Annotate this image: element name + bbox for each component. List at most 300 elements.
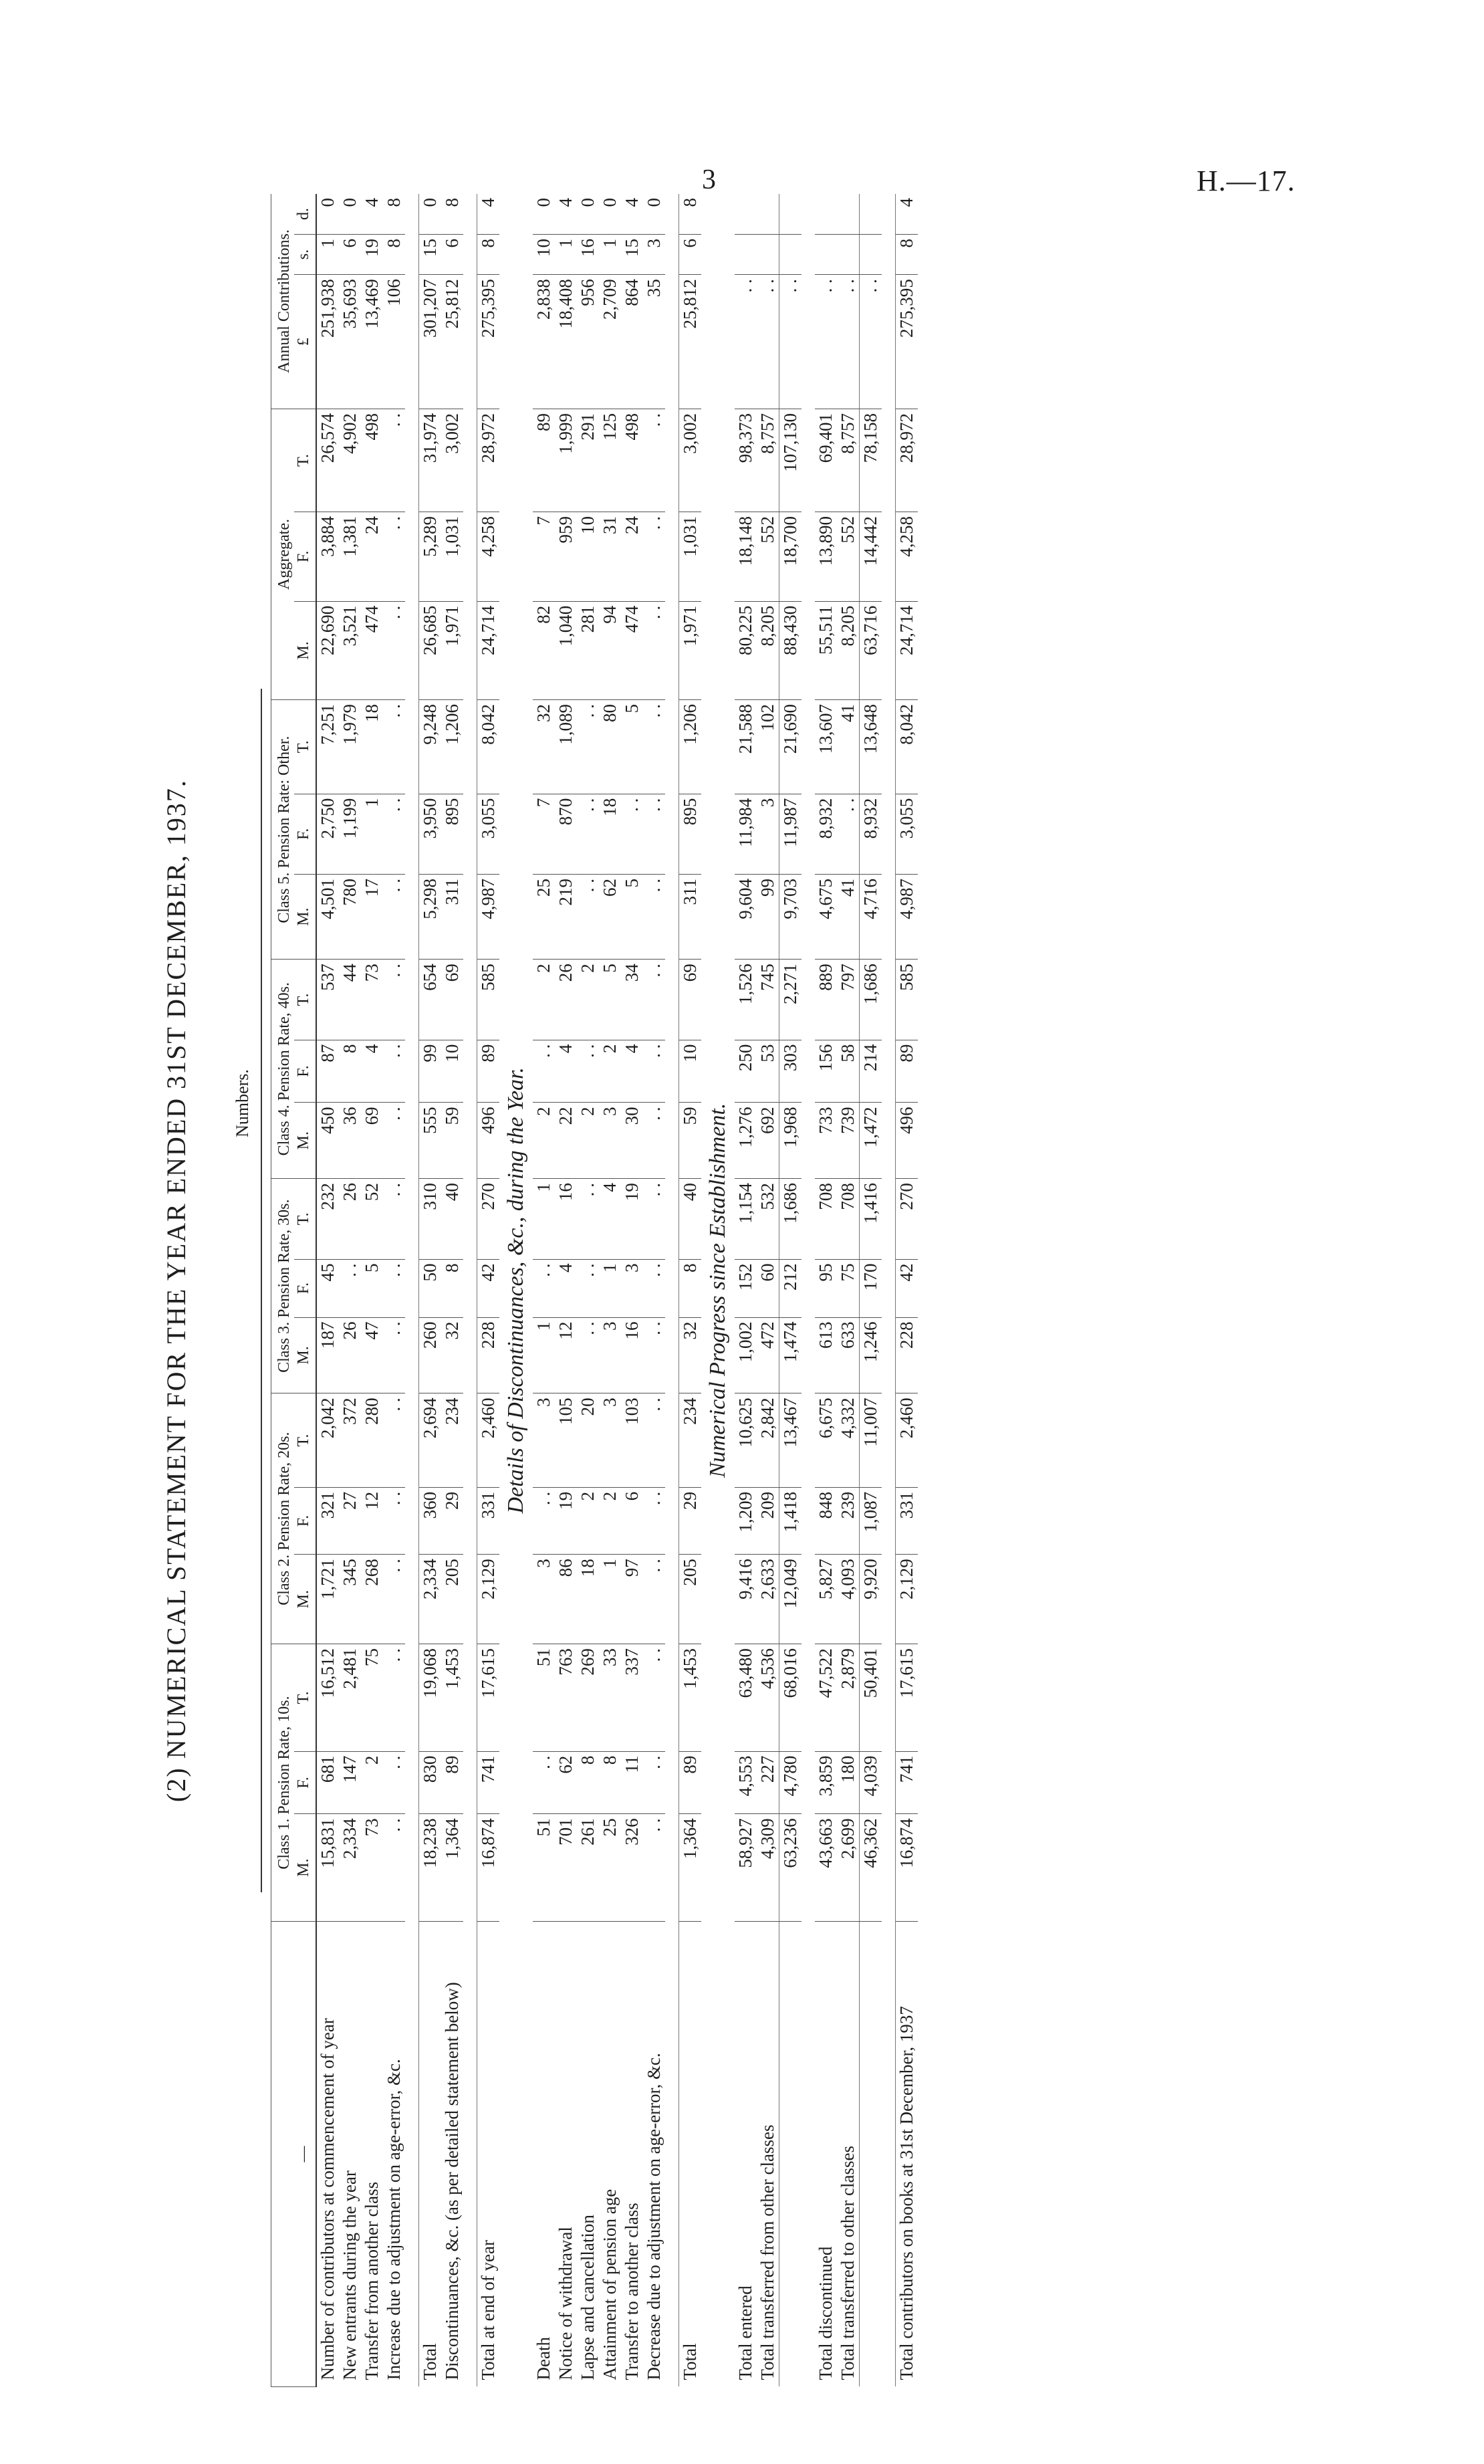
table-cell: . . <box>643 960 665 1040</box>
table-cell: 275,395 <box>896 275 918 409</box>
table-cell: 8,205 <box>837 601 860 699</box>
table-cell: 105 <box>555 1393 577 1488</box>
table-row <box>441 194 463 2387</box>
row-label <box>860 1921 882 2386</box>
table-cell: 40 <box>679 1179 702 1259</box>
spacer-row <box>801 194 815 2387</box>
table-cell: 5 <box>599 960 621 1040</box>
table-cell: 4,309 <box>757 1814 779 1922</box>
table-cell: 8 <box>679 1259 702 1317</box>
table-cell: 26 <box>339 1179 361 1259</box>
table-cell: 2 <box>599 1487 621 1554</box>
female-subheader: F. <box>294 512 316 601</box>
table-cell: 32 <box>533 700 555 794</box>
table-cell: 13,469 <box>361 275 383 409</box>
table-cell: 4,258 <box>896 512 918 601</box>
table-cell: 2,838 <box>533 275 555 409</box>
table-cell: 2,460 <box>896 1393 918 1488</box>
table-cell: 25 <box>533 875 555 960</box>
table-cell: 1,686 <box>779 1179 802 1259</box>
table-cell: 25 <box>599 1814 621 1922</box>
table-cell: 311 <box>441 875 463 960</box>
total-subheader: T. <box>294 700 316 794</box>
table-cell: . . <box>643 1103 665 1179</box>
table-cell: 0 <box>316 194 339 234</box>
table-cell: . . <box>383 1814 405 1922</box>
table-cell: . . <box>577 1259 599 1317</box>
table-cell: 3,521 <box>339 601 361 699</box>
table-cell: 260 <box>419 1317 442 1393</box>
table-cell: 733 <box>815 1103 837 1179</box>
table-cell: . . <box>577 1040 599 1103</box>
spacer-row <box>405 194 419 2387</box>
table-cell: 6,675 <box>815 1393 837 1488</box>
male-subheader: M. <box>294 1555 316 1644</box>
table-cell: 4,332 <box>837 1393 860 1488</box>
table-cell: 8,205 <box>757 601 779 699</box>
table-cell: 31,974 <box>419 409 442 512</box>
shillings-subheader: s. <box>294 234 316 274</box>
table-cell: 3,055 <box>477 794 500 874</box>
table-cell: 2 <box>533 960 555 1040</box>
table-cell: 2,750 <box>316 794 339 874</box>
table-cell: 4,675 <box>815 875 837 960</box>
table-row <box>757 194 779 2387</box>
table-cell: 50 <box>419 1259 442 1317</box>
table-cell: 11 <box>621 1751 643 1814</box>
table-cell: 2,129 <box>896 1555 918 1644</box>
table-cell: 16,874 <box>477 1814 500 1922</box>
table-cell: 227 <box>757 1751 779 1814</box>
table-cell: 1,971 <box>679 601 702 699</box>
table-cell: 1,453 <box>441 1644 463 1752</box>
table-cell: . . <box>383 1259 405 1317</box>
table-cell: 8 <box>896 234 918 274</box>
table-cell: . . <box>383 1555 405 1644</box>
table-cell: 239 <box>837 1487 860 1554</box>
table-cell: 585 <box>896 960 918 1040</box>
table-cell: 8,757 <box>837 409 860 512</box>
table-cell: 251,938 <box>316 275 339 409</box>
table-cell: 21,690 <box>779 700 802 794</box>
table-cell: 6 <box>441 234 463 274</box>
subheader-row <box>294 194 316 2387</box>
table-cell: 8 <box>383 194 405 234</box>
spacer-cell <box>665 194 679 2387</box>
table-cell: . . <box>837 794 860 874</box>
table-cell: 10 <box>679 1040 702 1103</box>
table-cell: 11,007 <box>860 1393 882 1488</box>
table-cell: 19 <box>621 1179 643 1259</box>
table-cell: 97 <box>621 1555 643 1644</box>
table-cell: 0 <box>419 194 442 234</box>
table-cell: 40 <box>441 1179 463 1259</box>
row-label: Transfer to another class <box>622 2203 642 2380</box>
table-cell: 4,553 <box>735 1751 757 1814</box>
table-cell: 5,827 <box>815 1555 837 1644</box>
row-label: Lapse and cancellation <box>578 2215 598 2380</box>
table-cell: . . <box>383 409 405 512</box>
table-cell: 1 <box>555 234 577 274</box>
table-cell: 1,206 <box>441 700 463 794</box>
table-cell: 10 <box>441 1040 463 1103</box>
table-cell: 19,068 <box>419 1644 442 1752</box>
table-cell: 1 <box>599 1259 621 1317</box>
table-cell: 17,615 <box>477 1644 500 1752</box>
male-subheader: M. <box>294 1317 316 1393</box>
row-label: Total contributors on books at 31st December, 1937 <box>896 1921 918 2386</box>
table-row <box>815 194 837 2387</box>
table-cell: 9,703 <box>779 875 802 960</box>
table-cell: 8,042 <box>896 700 918 794</box>
table-cell: 12,049 <box>779 1555 802 1644</box>
table-cell: 450 <box>316 1103 339 1179</box>
table-cell: 10,625 <box>735 1393 757 1488</box>
table-cell: 269 <box>577 1644 599 1752</box>
table-cell: 2,699 <box>837 1814 860 1922</box>
table-cell: 1,453 <box>679 1644 702 1752</box>
table-cell: 681 <box>316 1751 339 1814</box>
table-cell: 3,002 <box>441 409 463 512</box>
table-cell: 18,408 <box>555 275 577 409</box>
class-2-header: Class 2. Pension Rate, 20s. <box>271 1393 295 1644</box>
table-cell: 13,648 <box>860 700 882 794</box>
table-cell: 1,002 <box>735 1317 757 1393</box>
table-cell: 268 <box>361 1555 383 1644</box>
title-prefix: (2) N <box>161 1738 191 1802</box>
table-row <box>339 194 361 2387</box>
table-cell: 55,511 <box>815 601 837 699</box>
table-cell: 80 <box>599 700 621 794</box>
male-subheader: M. <box>294 1814 316 1922</box>
table-cell: 26,574 <box>316 409 339 512</box>
table-cell: 18 <box>599 794 621 874</box>
table-cell: 1,416 <box>860 1179 882 1259</box>
table-cell: 52 <box>361 1179 383 1259</box>
table-cell: 69,401 <box>815 409 837 512</box>
table-cell: . . <box>815 275 837 409</box>
total-subheader: T. <box>294 1644 316 1752</box>
table-cell: 47,522 <box>815 1644 837 1752</box>
table-cell: 42 <box>896 1259 918 1317</box>
table-cell: 152 <box>735 1259 757 1317</box>
table-cell: 1,474 <box>779 1317 802 1393</box>
total-subheader: T. <box>294 960 316 1040</box>
table-cell: 87 <box>316 1040 339 1103</box>
table-cell: 1,472 <box>860 1103 882 1179</box>
table-cell: . . <box>383 1487 405 1554</box>
table-cell: 270 <box>896 1179 918 1259</box>
pounds-subheader: £ <box>294 275 316 409</box>
table-cell: 4 <box>621 1040 643 1103</box>
pence-subheader: d. <box>294 194 316 234</box>
table-cell: 474 <box>621 601 643 699</box>
table-cell: 2,709 <box>599 275 621 409</box>
table-cell: 331 <box>477 1487 500 1554</box>
table-cell: 2,633 <box>757 1555 779 1644</box>
table-cell: 46,362 <box>860 1814 882 1922</box>
table-cell: 337 <box>621 1644 643 1752</box>
table-cell: 8 <box>339 1040 361 1103</box>
table-cell: 228 <box>477 1317 500 1393</box>
table-cell: 613 <box>815 1317 837 1393</box>
table-cell: 228 <box>896 1317 918 1393</box>
table-cell: 301,207 <box>419 275 442 409</box>
table-cell: 68,016 <box>779 1644 802 1752</box>
male-subheader: M. <box>294 1103 316 1179</box>
table-cell: 5,289 <box>419 512 442 601</box>
table-cell: 24,714 <box>477 601 500 699</box>
table-row <box>419 194 442 2387</box>
table-cell: 1 <box>533 1317 555 1393</box>
table-cell: 7 <box>533 794 555 874</box>
table-cell: 187 <box>316 1317 339 1393</box>
total-subheader: T. <box>294 409 316 512</box>
table-cell: 2,481 <box>339 1644 361 1752</box>
table-cell: 94 <box>599 601 621 699</box>
table-cell: . . <box>577 700 599 794</box>
table-cell: 45 <box>316 1259 339 1317</box>
table-cell: 69 <box>441 960 463 1040</box>
table-cell: . . <box>383 1103 405 1179</box>
table-row <box>679 194 702 2387</box>
table-cell: 310 <box>419 1179 442 1259</box>
spacer-row <box>463 194 477 2387</box>
table-cell: 89 <box>477 1040 500 1103</box>
table-cell: . . <box>383 1644 405 1752</box>
table-cell: 209 <box>757 1487 779 1554</box>
table-cell: 41 <box>837 700 860 794</box>
table-cell: 739 <box>837 1103 860 1179</box>
table-cell: 2 <box>577 1487 599 1554</box>
table-cell: 532 <box>757 1179 779 1259</box>
table-cell: 35,693 <box>339 275 361 409</box>
table-cell <box>779 234 802 274</box>
table-cell: 3 <box>599 1317 621 1393</box>
table-cell: 7,251 <box>316 700 339 794</box>
table-cell: 3 <box>533 1555 555 1644</box>
numbers-rule <box>261 689 262 1892</box>
table-cell: 5 <box>621 875 643 960</box>
table-cell: 848 <box>815 1487 837 1554</box>
table-cell: 4,258 <box>477 512 500 601</box>
table-cell <box>735 234 757 274</box>
table-cell: . . <box>643 1751 665 1814</box>
row-label: Total <box>419 1921 442 2386</box>
table-cell <box>757 234 779 274</box>
table-cell: . . <box>383 875 405 960</box>
table-cell: 42 <box>477 1259 500 1317</box>
table-cell: 88,430 <box>779 601 802 699</box>
table-cell: 1,364 <box>679 1814 702 1922</box>
table-cell: 692 <box>757 1103 779 1179</box>
table-cell: 106 <box>383 275 405 409</box>
spacer-cell <box>463 194 477 2387</box>
table-cell: . . <box>643 1555 665 1644</box>
table-cell: 18,238 <box>419 1814 442 1922</box>
table-cell: 205 <box>441 1555 463 1644</box>
row-label: Decrease due to adjustment on age-error, &c. <box>644 2053 664 2380</box>
row-label: Total transferred to other classes <box>838 2146 858 2380</box>
table-cell: 75 <box>361 1644 383 1752</box>
table-cell: 8 <box>577 1751 599 1814</box>
table-cell: 2,460 <box>477 1393 500 1488</box>
table-cell <box>815 194 837 234</box>
table-cell: 25,812 <box>441 275 463 409</box>
table-cell: 4,987 <box>896 875 918 960</box>
table-cell: 8 <box>441 1259 463 1317</box>
table-cell: 17 <box>361 875 383 960</box>
table-cell: 22,690 <box>316 601 339 699</box>
table-cell: . . <box>533 1751 555 1814</box>
table-cell: 2,842 <box>757 1393 779 1488</box>
table-cell: 73 <box>361 1814 383 1922</box>
table-cell: 4,501 <box>316 875 339 960</box>
aggregate-header: Aggregate. <box>271 409 295 699</box>
table-cell: 9,604 <box>735 875 757 960</box>
table-cell: 3,950 <box>419 794 442 874</box>
table-cell: 3 <box>533 1393 555 1488</box>
table-cell: 326 <box>621 1814 643 1922</box>
table-row <box>555 194 577 2387</box>
table-cell: 797 <box>837 960 860 1040</box>
class-4-header: Class 4. Pension Rate, 40s. <box>271 960 295 1179</box>
class-3-header: Class 3. Pension Rate, 30s. <box>271 1179 295 1393</box>
table-cell: 4 <box>477 194 500 234</box>
row-label <box>779 1921 802 2386</box>
table-cell: . . <box>643 1040 665 1103</box>
table-row <box>643 194 665 2387</box>
table-cell: 58 <box>837 1040 860 1103</box>
table-cell: 170 <box>860 1259 882 1317</box>
table-cell: 2,129 <box>477 1555 500 1644</box>
table-cell: 5 <box>621 700 643 794</box>
table-row <box>533 194 555 2387</box>
table-cell: 15 <box>621 234 643 274</box>
table-cell: 26 <box>339 1317 361 1393</box>
table-cell: 280 <box>361 1393 383 1488</box>
main-rows <box>316 194 499 2387</box>
table-cell: 18,148 <box>735 512 757 601</box>
table-cell: 1 <box>533 1179 555 1259</box>
row-label: Death <box>533 2337 554 2380</box>
table-cell: 26,685 <box>419 601 442 699</box>
table-cell: 13,607 <box>815 700 837 794</box>
table-cell: 654 <box>419 960 442 1040</box>
table-cell: 4 <box>555 194 577 234</box>
table-cell: 10 <box>577 512 599 601</box>
table-cell: 4 <box>896 194 918 234</box>
title-rest: UMERICAL STATEMENT FOR THE YEAR ENDED 31ST DECEMBER, 1937. <box>161 779 191 1739</box>
table-cell: . . <box>383 1179 405 1259</box>
table-cell: 1,999 <box>555 409 577 512</box>
table-cell: . . <box>383 601 405 699</box>
table-cell: 4 <box>361 1040 383 1103</box>
table-row <box>361 194 383 2387</box>
table-cell: 63,480 <box>735 1644 757 1752</box>
table-cell: 0 <box>577 194 599 234</box>
table-cell: 0 <box>339 194 361 234</box>
row-label: Total at end of year <box>477 1921 500 2386</box>
table-cell: 80,225 <box>735 601 757 699</box>
table-cell: 62 <box>599 875 621 960</box>
table-cell: 63,236 <box>779 1814 802 1922</box>
table-cell: 18 <box>577 1555 599 1644</box>
table-cell: 8 <box>477 234 500 274</box>
table-cell: 552 <box>757 512 779 601</box>
table-cell: 1,040 <box>555 601 577 699</box>
table-cell: 12 <box>555 1317 577 1393</box>
table-cell: 2 <box>361 1751 383 1814</box>
table-cell: 32 <box>441 1317 463 1393</box>
table-cell: 28,972 <box>477 409 500 512</box>
table-cell: 13,467 <box>779 1393 802 1488</box>
table-cell: 864 <box>621 275 643 409</box>
table-row <box>779 194 802 2387</box>
table-cell: . . <box>643 794 665 874</box>
table-cell: 51 <box>533 1644 555 1752</box>
table-cell: 13,890 <box>815 512 837 601</box>
table-cell: 498 <box>361 409 383 512</box>
table-cell: 1,246 <box>860 1317 882 1393</box>
table-cell: 1,154 <box>735 1179 757 1259</box>
table-cell: . . <box>383 512 405 601</box>
progress-heading: Numerical Progress since Establishment. <box>705 1103 730 1478</box>
table-cell: 1,979 <box>339 700 361 794</box>
table-cell: 1 <box>599 1555 621 1644</box>
table-cell: 1,968 <box>779 1103 802 1179</box>
table-cell: 3 <box>757 794 779 874</box>
table-cell: 1,031 <box>441 512 463 601</box>
table-cell: 4 <box>361 194 383 234</box>
male-subheader: M. <box>294 875 316 960</box>
table-cell: 21,588 <box>735 700 757 794</box>
table-cell: 8,042 <box>477 700 500 794</box>
rotated-statement <box>160 194 1230 2387</box>
female-subheader: F. <box>294 1487 316 1554</box>
table-cell: 12 <box>361 1487 383 1554</box>
spacer-cell <box>801 194 815 2387</box>
table-cell: 6 <box>621 1487 643 1554</box>
class-1-header: Class 1. Pension Rate, 10s. <box>271 1644 295 1922</box>
table-cell: 956 <box>577 275 599 409</box>
table-cell: 9,920 <box>860 1555 882 1644</box>
table-row <box>477 194 500 2387</box>
table-cell: 585 <box>477 960 500 1040</box>
table-cell: 741 <box>477 1751 500 1814</box>
table-cell: 219 <box>555 875 577 960</box>
table-cell: 17,615 <box>896 1644 918 1752</box>
table-cell: 1,199 <box>339 794 361 874</box>
table-cell: 633 <box>837 1317 860 1393</box>
details-section-heading <box>499 194 533 2387</box>
table-cell: 555 <box>419 1103 442 1179</box>
table-cell: 311 <box>679 875 702 960</box>
table-cell: . . <box>643 1644 665 1752</box>
page-number: 3 <box>702 164 716 195</box>
table-cell: 8 <box>441 194 463 234</box>
table-cell: 1,089 <box>555 700 577 794</box>
row-label: Total <box>679 1921 702 2386</box>
table-cell: 4,716 <box>860 875 882 960</box>
table-cell: 1,031 <box>679 512 702 601</box>
table-cell: . . <box>643 512 665 601</box>
table-cell: 4 <box>599 1179 621 1259</box>
table-cell: . . <box>643 700 665 794</box>
table-cell: 4 <box>555 1040 577 1103</box>
table-cell: 8,932 <box>815 794 837 874</box>
table-cell: . . <box>383 960 405 1040</box>
